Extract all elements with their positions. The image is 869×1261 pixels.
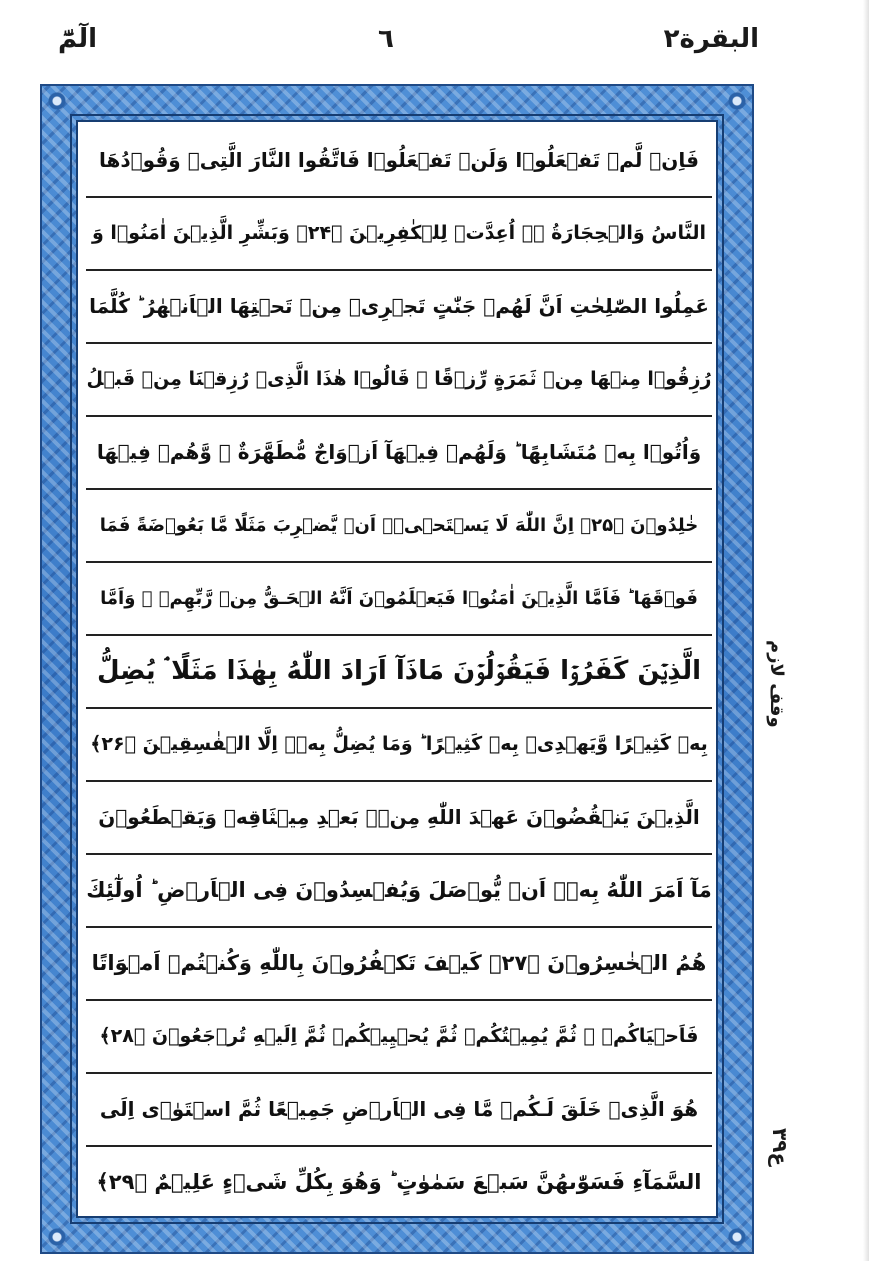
corner-ornament-icon [44,1224,70,1250]
verse-text-area [76,120,718,1218]
verse-line-12: هُمُ الۡخٰسِرُوۡنَ ﴿۲۷﴾ كَيۡفَ تَكۡفُرُوۡنَ بِاللّٰهِ وَكُنۡتُمۡ اَمۡوَاتًا [91,951,707,975]
verse-line-1: فَاِنۡ لَّمۡ تَفۡعَلُوۡا وَلَنۡ تَفۡعَلُوۡا فَاتَّقُوا النَّارَ الَّتِىۡ وَقُوۡدُهَا [99,148,699,172]
verse-line-7: فَوۡقَهَا ؕ فَاَمَّا الَّذِيۡنَ اٰمَنُوۡا فَيَعۡلَمُوۡنَ اَنَّهُ الۡحَـقُّ مِنۡ رَّبِّهِمۡ ۚ وَاَمَّا [100,587,698,609]
verse-line-9: بِهٖ كَثِيۡرًا وَّيَهۡدِىۡ بِهٖ كَثِيۡرًا ؕ وَمَا يُضِلُّ بِهٖۤ اِلَّا الۡفٰسِقِيۡنَ ﴿۲۶﴾ [90,733,708,755]
page-edge [863,0,869,1261]
juz-name: الٓمّٓ [58,24,98,54]
verse-line-13: فَاَحۡيَاكُمۡ ۚ ثُمَّ يُمِيۡتُكُمۡ ثُمَّ يُحۡيِيۡكُمۡ ثُمَّ اِلَيۡهِ تُرۡجَعُوۡنَ ﴿۲۸﴾ [99,1025,699,1047]
page-number: ٦ [378,24,394,54]
verse-line-5: وَاُتُوۡا بِهٖ مُتَشَابِهًا ؕ وَلَهُمۡ فِيۡهَآ اَزۡوَاجٌ مُّطَهَّرَةٌ ۙ وَّهُمۡ فِيۡهَا [96,440,702,464]
corner-ornament-icon [724,1224,750,1250]
verse-line-14: هُوَ الَّذِىۡ خَلَقَ لَـكُمۡ مَّا فِى الۡاَرۡضِ جَمِيۡعًا ثُمَّ اسۡتَوٰۤى اِلَى [99,1097,699,1121]
verse-line-3: عَمِلُوا الصّٰلِحٰتِ اَنَّ لَهُمۡ جَنّٰتٍ تَجۡرِىۡ مِنۡ تَحۡتِهَا الۡاَنۡهٰرُ ؕ كُلَّمَا [89,294,709,318]
surah-name: البقرة٢ [663,24,759,54]
page-header [0,0,869,80]
verse-line-15: السَّمَآءِ فَسَوّٰٮهُنَّ سَبۡعَ سَمٰوٰتٍ ؕ وَهُوَ بِكُلِّ شَىۡءٍ عَلِيۡمٌ ﴿۲۹﴾ [96,1170,702,1194]
verse-lines [78,122,720,1220]
corner-ornament-icon [44,88,70,114]
verse-line-11: مَآ اَمَرَ اللّٰهُ بِهٖۤ اَنۡ يُّوۡصَلَ وَيُفۡسِدُوۡنَ فِى الۡاَرۡضِ ؕ اُولٰٓئِكَ [86,878,712,902]
waqf-margin-note: وقف لازم [766,640,787,728]
verse-line-4: رُزِقُوۡا مِنۡهَا مِنۡ ثَمَرَةٍ رِّزۡقًا ۙ قَالُوۡا هٰذَا الَّذِىۡ رُزِقۡنَا مِنۡ قَبۡلُ [86,368,712,390]
verse-line-2: النَّاسُ وَالۡحِجَارَةُ ۖۚ اُعِدَّتۡ لِلۡكٰفِرِيۡنَ ﴿۲۴﴾ وَبَشِّرِ الَّذِيۡنَ اٰمَنُوۡا وَ [91,222,707,244]
ornamental-frame [40,84,754,1254]
ruku-margin-note: ۳ع۹ [768,1128,792,1167]
verse-line-8: الَّذِيۡنَ كَفَرُوۡا فَيَقُوۡلُوۡنَ مَاذَآ اَرَادَ اللّٰهُ بِهٰذَا مَثَلًا ۘ يُضِلُّ [97,655,701,686]
corner-ornament-icon [724,88,750,114]
verse-line-10: الَّذِيۡنَ يَنۡقُضُوۡنَ عَهۡدَ اللّٰهِ مِنۡۢ بَعۡدِ مِيۡثَاقِهٖ وَيَقۡطَعُوۡنَ [98,805,700,829]
verse-line-6: خٰلِدُوۡنَ ﴿۲۵﴾ اِنَّ اللّٰهَ لَا يَسۡتَحۡىٖۤ اَنۡ يَّضۡرِبَ مَثَلًا مَّا بَعُوۡضَةً فَمَا [99,514,699,536]
